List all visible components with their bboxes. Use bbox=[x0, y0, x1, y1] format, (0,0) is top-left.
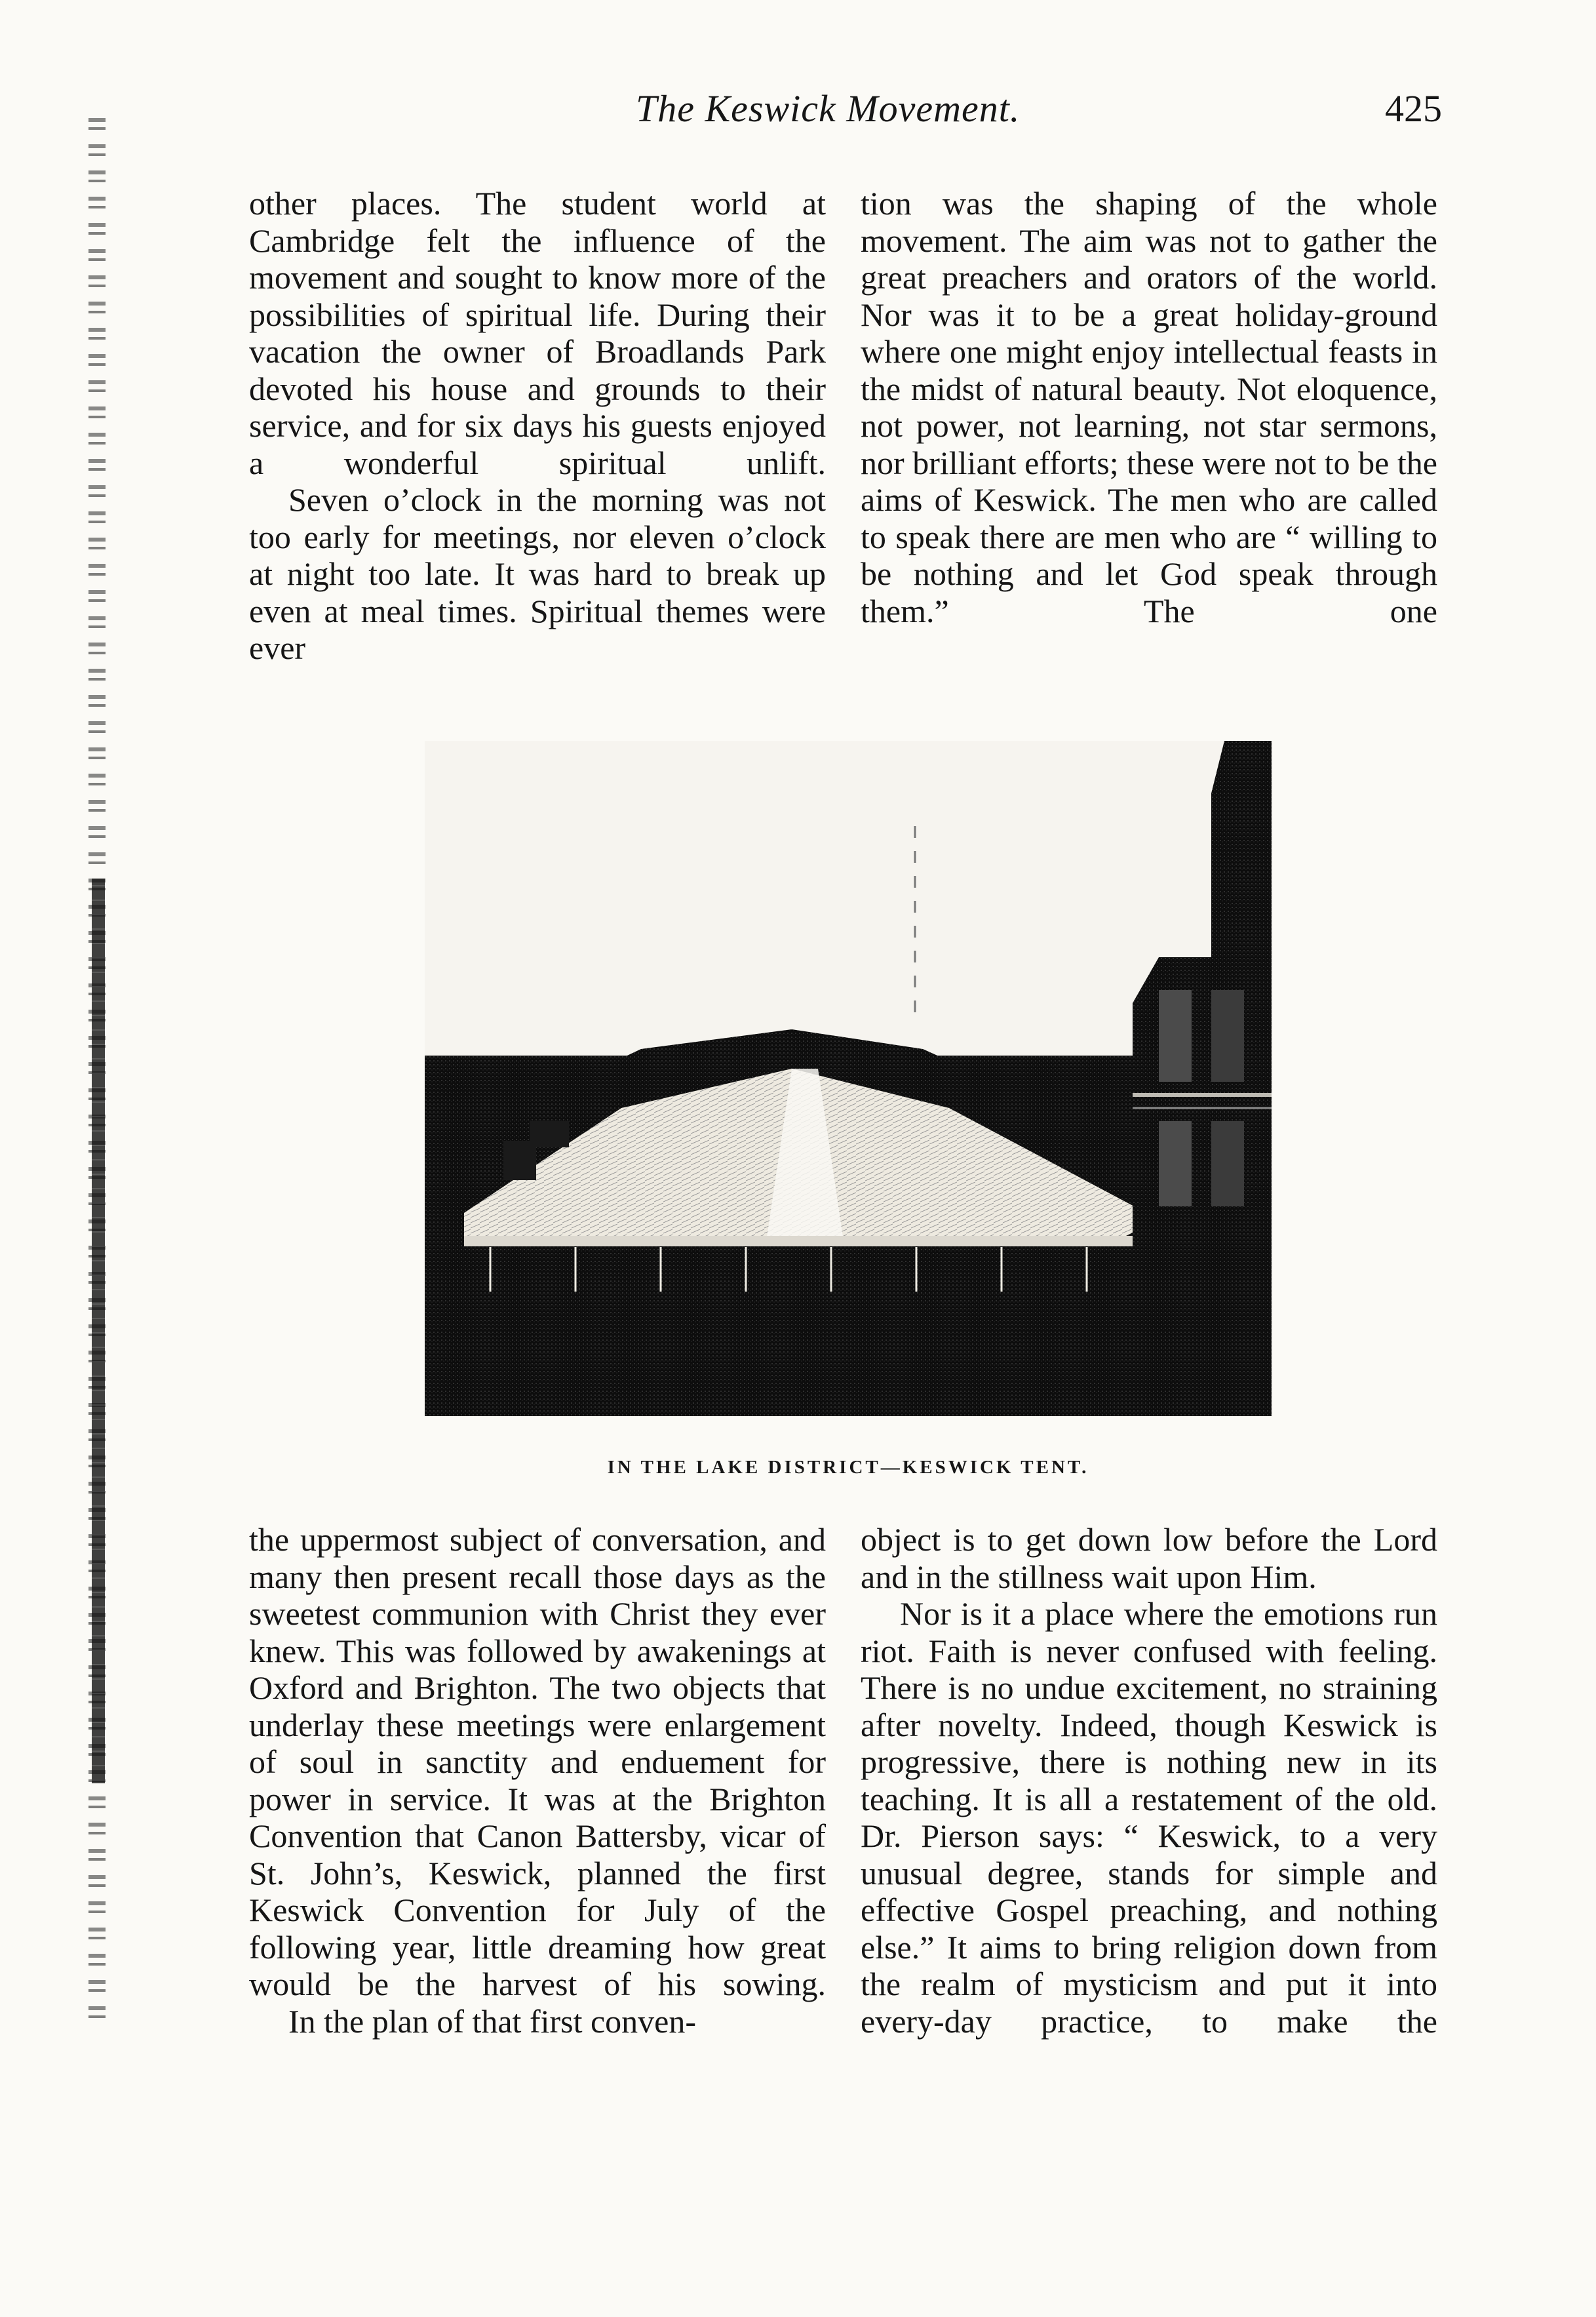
photo-keswick-tent bbox=[425, 741, 1272, 1416]
scan-binding-edge-dense bbox=[92, 879, 105, 1783]
column-top-right bbox=[861, 185, 1437, 629]
running-title: The Keswick Movement. bbox=[636, 87, 1021, 130]
paragraph: the uppermost subject of conversation, and many then present recall those days as the sweetest communion with Christ they ever knew. This was followed by awakenings at Oxford and Brighton. The two objects that underlay these meetings were enlargement of soul in sanctity and enduement for power in service. It was at the Brighton Convention that Canon Battersby, vicar of St. John’s, Keswick, planned the first Keswick Convention for July of the following year, little dreaming how great would be the harvest of his sowing. bbox=[249, 1521, 826, 2002]
paragraph: Nor is it a place where the emotions run riot. Faith is never confused with feeling. There is no undue excitement, no straining after novelty. Indeed, though Keswick is progressive, there is nothing new in its teaching. It is all a restatement of the old. Dr. Pierson says: “ Keswick, to a very unusual degree, stands for simple and effective Gospel preaching, and nothing else.” It aims to bring religion down from the realm of mysticism and put it into every-day practice, to make the bbox=[861, 1595, 1437, 2040]
column-bottom-left bbox=[249, 1521, 826, 2040]
photo-illustration bbox=[425, 741, 1272, 1416]
paragraph: tion was the shaping of the whole movement. The aim was not to gather the great preachers and orators of the world. Nor was it to be a great holiday-ground where one might enjoy intellectual feasts in the midst of natural beauty. Not eloquence, not power, not learning, not star sermons, nor brilliant efforts; these were not to be the aims of Keswick. The men who are called to speak there are men who are “ willing to be nothing and let God speak through them.” The one bbox=[861, 185, 1437, 629]
running-head bbox=[249, 87, 1442, 146]
column-bottom-right bbox=[861, 1521, 1437, 2040]
paragraph: Seven o’clock in the morning was not too early for meetings, nor eleven o’clock at night too late. It was hard to break up even at meal times. Spiritual themes were ever bbox=[249, 481, 826, 666]
column-top-left bbox=[249, 185, 826, 667]
figure-caption: IN THE LAKE DISTRICT—KESWICK TENT. bbox=[607, 1457, 1089, 1478]
paragraph: object is to get down low before the Lord and in the stillness wait upon Him. bbox=[861, 1521, 1437, 1595]
page-number: 425 bbox=[1385, 87, 1442, 130]
paragraph: In the plan of that first conven- bbox=[288, 2002, 697, 2040]
paragraph: other places. The student world at Cambridge felt the influence of the movement and sought to know more of the possibilities of spiritual life. During their vacation the owner of Broadlands Park devoted his house and grounds to their service, and for six days his guests enjoyed a wonderful spiritual unlift. bbox=[249, 185, 826, 481]
